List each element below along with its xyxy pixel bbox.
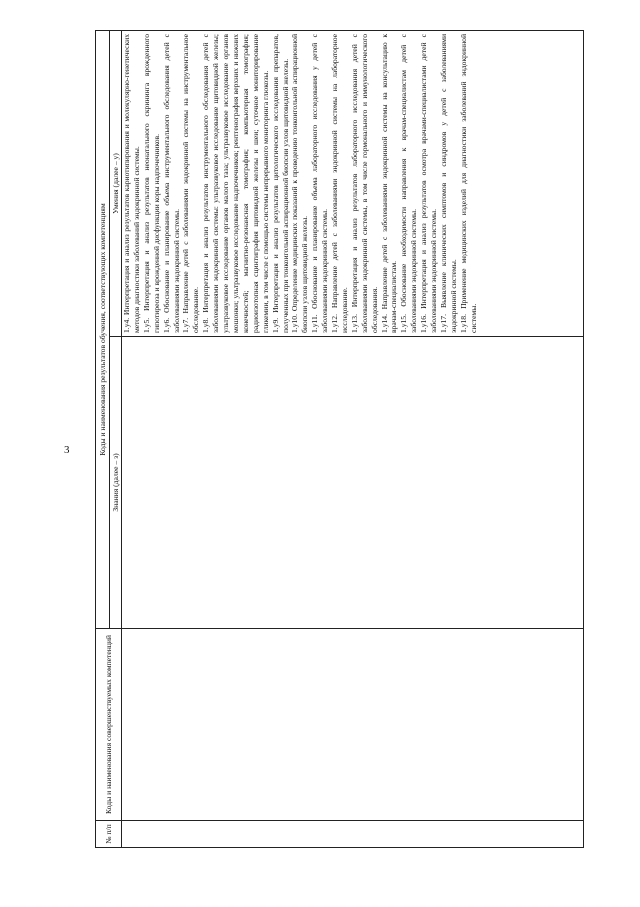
header-num: № п/п	[96, 821, 122, 848]
skill-item: 1.у6. Обоснование и планирование объема инструментального обследования детей с заболеваниями эндокринной системы.	[161, 33, 181, 333]
skill-item: 1.у14. Направление детей с заболеваниями эндокринной системы на консультацию к врачам-специалистам.	[379, 33, 399, 333]
header-outcomes: Коды и наименования результатов обучения, соответствующих компетенциям	[96, 30, 110, 628]
cell-skills	[122, 30, 584, 336]
competencies-table	[95, 31, 584, 848]
cell-competencies	[122, 629, 584, 821]
header-knowledge: Знания (далее – з)	[110, 337, 122, 629]
header-competencies: Коды и наименования совершенствуемых компетенций	[96, 629, 122, 821]
skill-item: 1.у8. Интерпретация и анализ результатов инструментального обследования детей с заболеваниями эндокринной системы: ультразвуковое исследование щитовидной железы; ультразвуковое исследование органов малого таза; ультразвуковое исследование органов мошонки; ультразвуковое исследование надпочечников; рентгенография верхних и нижних конечностей; магнитно-резонансная томография; компьютерная томография; радиоизотопная сцинтиграфия щитовидной железы и шеи; суточное мониторирование гликемии, в том числе с помощью системы непрерывного мониторинга глюкозы.	[201, 33, 270, 333]
skill-item: 1.у15. Обоснование необходимости направления к врачам-специалистам детей с заболеваниями эндокринной системы.	[399, 33, 419, 333]
header-skills: Умения (далее – у)	[110, 30, 122, 336]
skill-item: 1.у16. Интерпретация и анализ результатов осмотра врачами-специалистами детей с заболеваниями эндокринной системы.	[419, 33, 439, 333]
skill-item: 1.у18. Применение медицинских изделий для диагностики заболеваний эндокринной системы.	[458, 33, 478, 333]
skill-item: 1.у11. Обоснование и планирование объема лабораторного исследования у детей с заболеваниями эндокринной системы.	[310, 33, 330, 333]
skill-item: 1.у5. Интерпретация и анализ результатов неонатального скрининга врожденного гипотиреоза и врожденной дисфункции коры надпочечников.	[141, 33, 161, 333]
skill-item: 1.у17. Выявление клинических симптомов и синдромов у детей с заболеваниями эндокринной системы.	[439, 33, 458, 333]
skill-item: 1.у4. Интерпретация и анализ результатов кариотипирования и молекулярно-генетических методов диагностики заболеваний эндокринной системы.	[122, 33, 141, 333]
skill-item: 1.у12. Направление детей с заболеваниями эндокринной системы на лабораторное исследование.	[330, 33, 349, 333]
skill-item: 1.у9. Интерпретация и анализ результатов цитологического исследования препаратов, полученных при тонкоигольной аспирационной биопсии узлов щитовидной железы.	[270, 33, 290, 333]
cell-knowledge	[122, 337, 584, 629]
table-rotated-wrapper	[95, 31, 584, 848]
skill-item: 1.у13. Интерпретация и анализ результатов лабораторного исследования детей с заболеваниями эндокринной системы, в том числе гормонального и иммунологического обследования.	[349, 33, 379, 333]
skill-item: 1.у7. Направление детей с заболеваниями эндокринной системы на инструментальное обследование.	[181, 33, 201, 333]
skill-item: 1.у10. Определение медицинских показаний к проведению тонкоигольной аспирационной биопсии узлов щитовидной железы.	[290, 33, 310, 333]
page-number: 3	[64, 444, 70, 456]
cell-num	[122, 821, 584, 848]
